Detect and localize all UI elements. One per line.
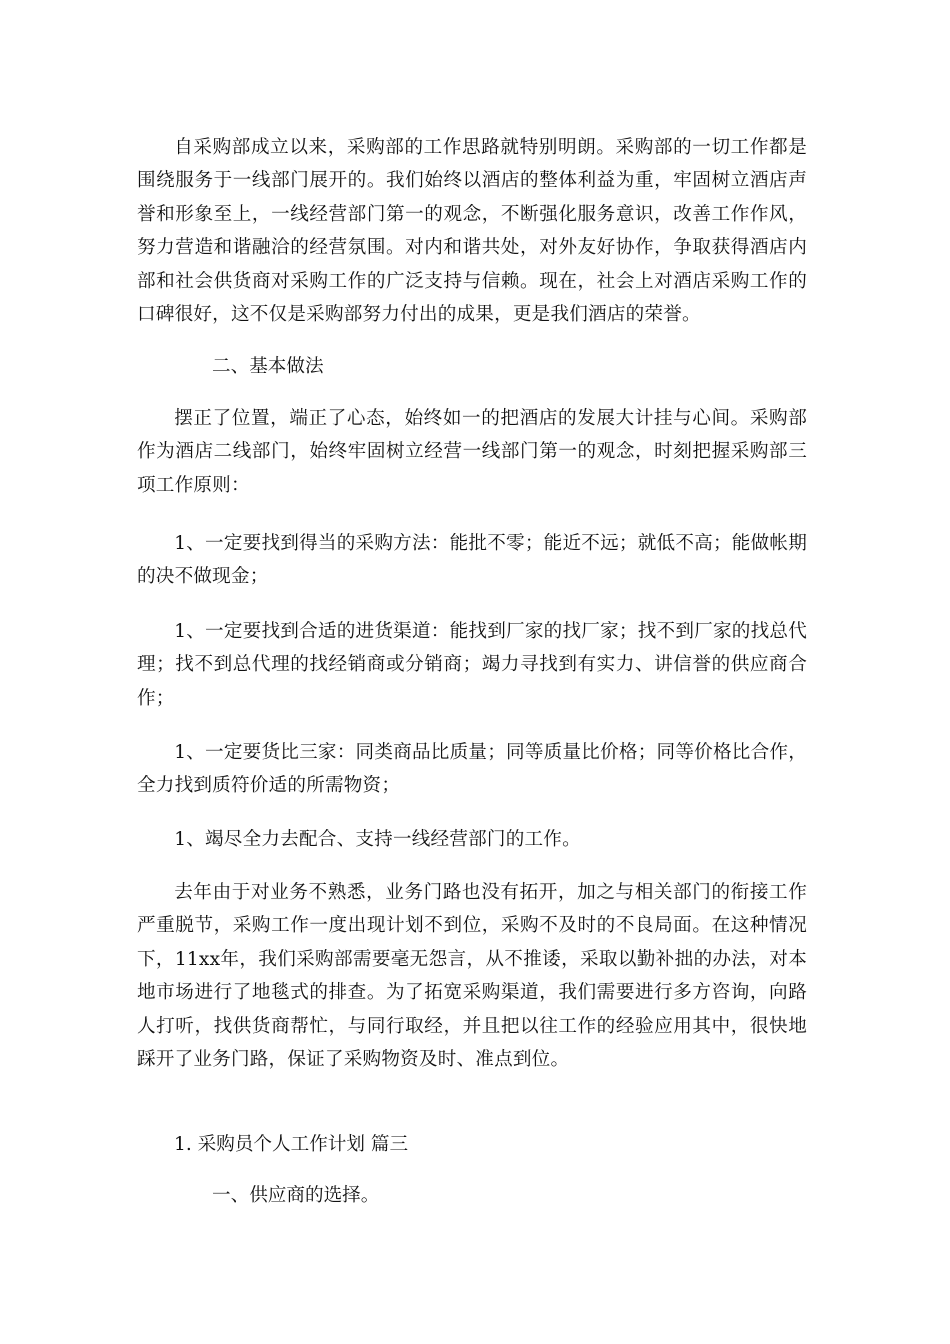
paragraph-position: 摆正了位置，端正了心态，始终如一的把酒店的发展大计挂与心间。采购部作为酒店二线部门，始终牢固树立经营一线部门第一的观念，时刻把握采购部三项工作原则：: [137, 408, 807, 496]
paragraph-principle-2: 1、一定要找到合适的进货渠道：能找到厂家的找厂家；找不到厂家的找总代理；找不到总代理的找经销商或分销商；竭力寻找到有实力、讲信誉的供应商合作；: [137, 621, 807, 709]
section-heading-chapter-three: 1. 采购员个人工作计划 篇三: [174, 1134, 409, 1155]
section-heading-supplier-selection: 一、供应商的选择。: [212, 1185, 380, 1206]
paragraph-principle-4: 1、竭尽全力去配合、支持一线经营部门的工作。: [174, 829, 581, 850]
paragraph-principle-1: 1、一定要找到得当的采购方法：能批不零；能近不远；就低不高；能做帐期的决不做现金；: [137, 533, 807, 588]
paragraph-intro: 自采购部成立以来，采购部的工作思路就特别明朗。采购部的一切工作都是围绕服务于一线部门展开的。我们始终以酒店的整体利益为重，牢固树立酒店声誉和形象至上，一线经营部门第一的观念，不断强化服务意识，改善工作作风，努力营造和谐融洽的经营氛围。对内和谐共处，对外友好协作，争取获得酒店内部和社会供货商对采购工作的广泛支持与信赖。现在，社会上对酒店采购工作的口碑很好，这不仅是采购部努力付出的成果，更是我们酒店的荣誉。: [137, 137, 807, 326]
section-heading-basic-methods: 二、基本做法: [212, 356, 324, 377]
paragraph-principle-3: 1、一定要货比三家：同类商品比质量；同等质量比价格；同等价格比合作，全力找到质符价适的所需物资；: [137, 742, 807, 797]
paragraph-last-year: 去年由于对业务不熟悉，业务门路也没有拓开，加之与相关部门的衔接工作严重脱节，采购工作一度出现计划不到位，采购不及时的不良局面。在这种情况下，11xx年，我们采购部需要毫无怨言，从不推诿，采取以勤补拙的办法，对本地市场进行了地毯式的排查。为了拓宽采购渠道，我们需要进行多方咨询，向路人打听，找供货商帮忙，与同行取经，并且把以往工作的经验应用其中，很快地踩开了业务门路，保证了采购物资及时、准点到位。: [137, 882, 807, 1071]
